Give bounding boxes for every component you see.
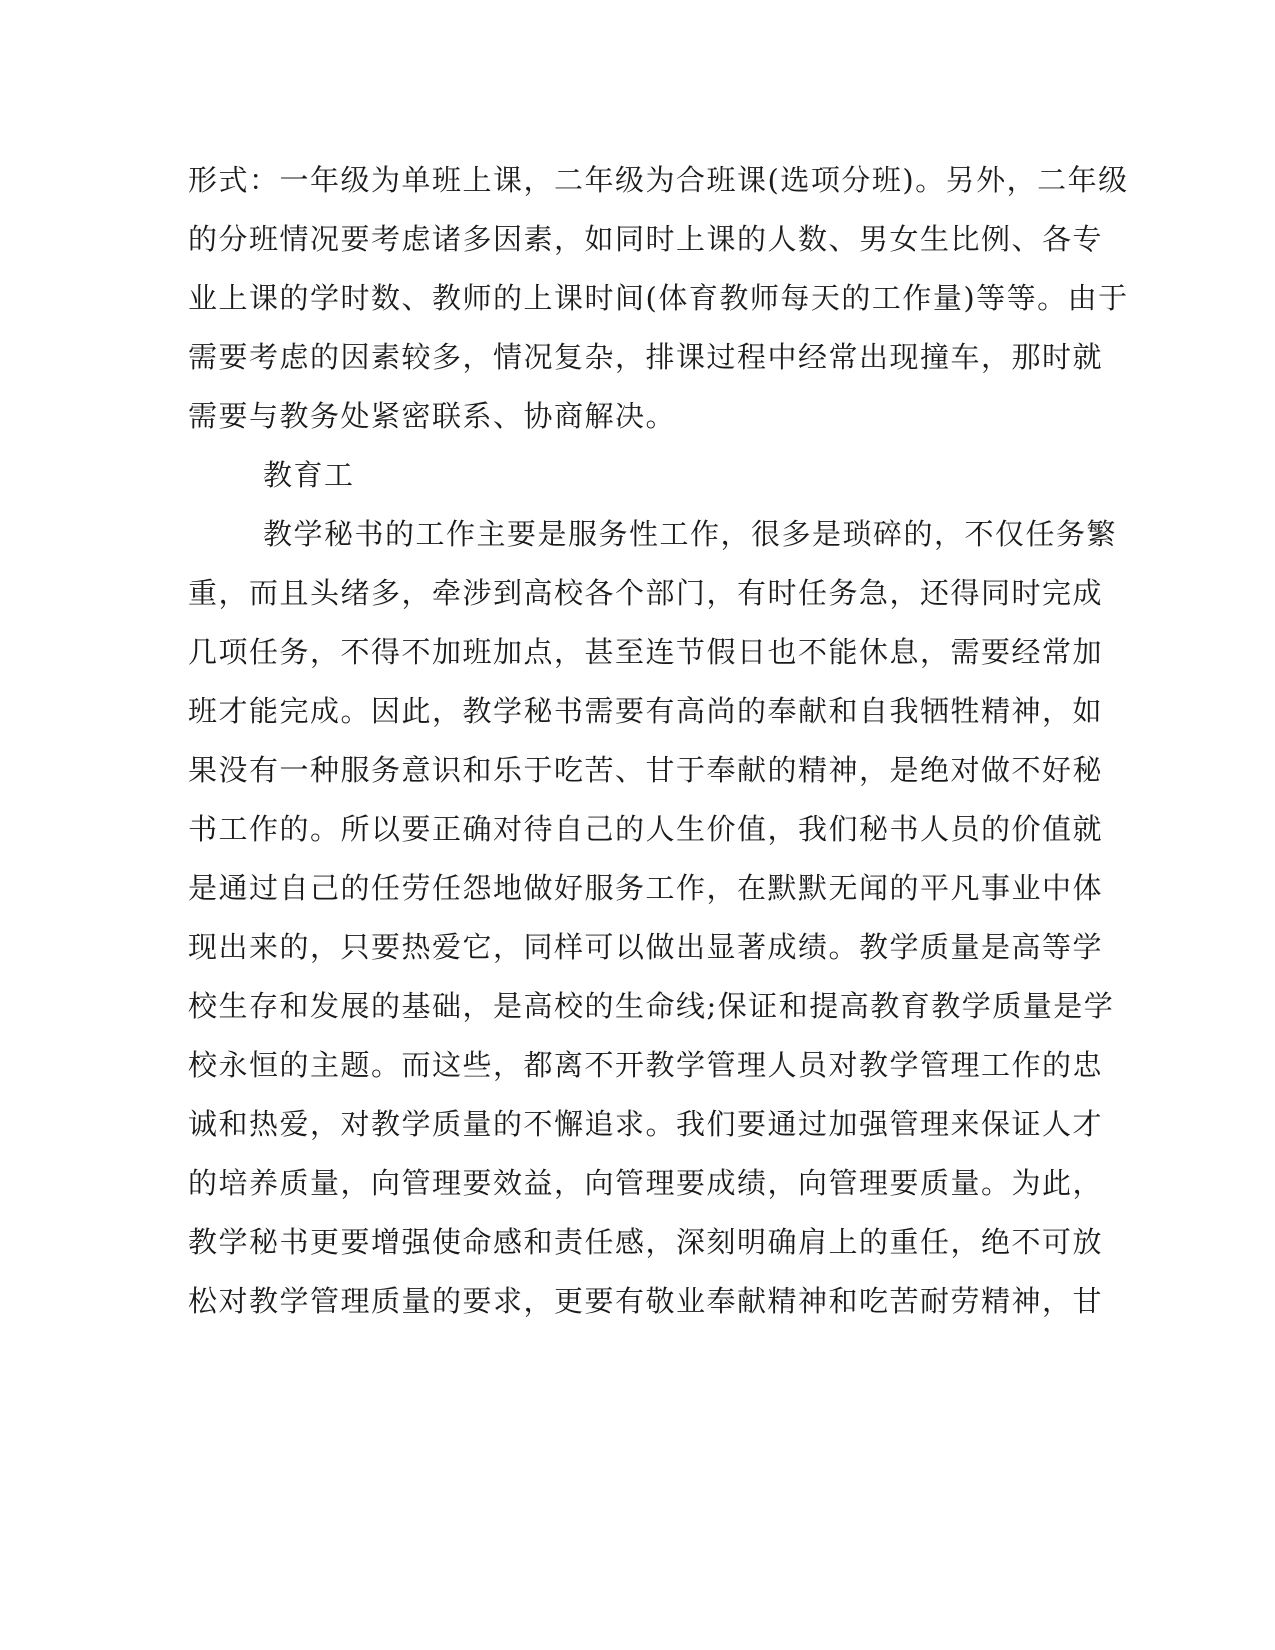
text-line: 教学秘书的工作主要是服务性工作，很多是琐碎的，不仅任务繁 — [263, 517, 1118, 551]
text-line: 校永恒的主题。而这些，都离不开教学管理人员对教学管理工作的忠 — [188, 1048, 1104, 1082]
text-line: 形式：一年级为单班上课，二年级为合班课(选项分班)。另外，二年级 — [188, 163, 1129, 197]
text-line: 班才能完成。因此，教学秘书需要有高尚的奉献和自我牺牲精神，如 — [188, 694, 1104, 728]
text-line: 需要与教务处紧密联系、协商解决。 — [188, 399, 677, 433]
text-line: 是通过自己的任劳任怨地做好服务工作，在默默无闻的平凡事业中体 — [188, 871, 1104, 905]
text-line: 重，而且头绪多，牵涉到高校各个部门，有时任务急，还得同时完成 — [188, 576, 1104, 610]
text-line: 教学秘书更要增强使命感和责任感，深刻明确肩上的重任，绝不可放 — [188, 1225, 1104, 1259]
text-line: 的培养质量，向管理要效益，向管理要成绩，向管理要质量。为此， — [188, 1166, 1104, 1200]
text-line: 几项任务，不得不加班加点，甚至连节假日也不能休息，需要经常加 — [188, 635, 1104, 669]
text-line: 松对教学管理质量的要求，更要有敬业奉献精神和吃苦耐劳精神，甘 — [188, 1284, 1104, 1318]
text-line: 的分班情况要考虑诸多因素，如同时上课的人数、男女生比例、各专 — [188, 222, 1104, 256]
text-line: 校生存和发展的基础，是高校的生命线;保证和提高教育教学质量是学 — [188, 989, 1115, 1023]
text-line: 果没有一种服务意识和乐于吃苦、甘于奉献的精神，是绝对做不好秘 — [188, 753, 1104, 787]
text-line: 现出来的，只要热爱它，同样可以做出显著成绩。教学质量是高等学 — [188, 930, 1104, 964]
text-line: 业上课的学时数、教师的上课时间(体育教师每天的工作量)等等。由于 — [188, 281, 1129, 315]
section-heading: 教育工 — [263, 458, 355, 492]
text-line: 需要考虑的因素较多，情况复杂，排课过程中经常出现撞车，那时就 — [188, 340, 1104, 374]
text-line: 诚和热爱，对教学质量的不懈追求。我们要通过加强管理来保证人才 — [188, 1107, 1104, 1141]
text-line: 书工作的。所以要正确对待自己的人生价值，我们秘书人员的价值就 — [188, 812, 1104, 846]
